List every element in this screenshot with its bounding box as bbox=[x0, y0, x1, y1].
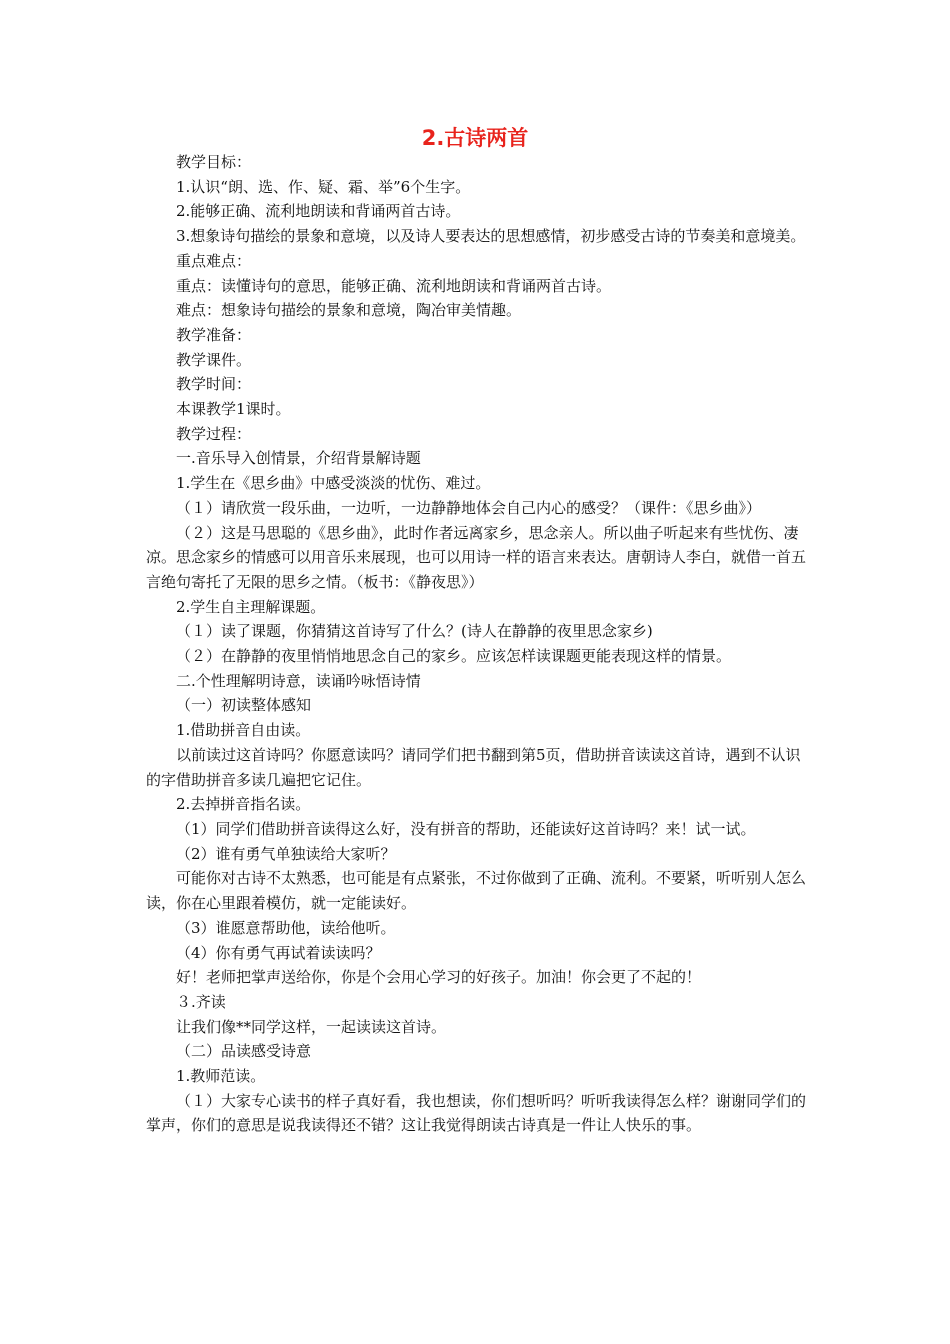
paragraph: 1.借助拼音自由读。 bbox=[176, 721, 311, 740]
paragraph: （１）读了课题，你猜猜这首诗写了什么？(诗人在静静的夜里思念家乡) bbox=[176, 622, 653, 641]
document-title: 2.古诗两首 bbox=[421, 126, 529, 150]
paragraph: （2）谁有勇气单独读给大家听？ bbox=[176, 844, 396, 863]
paragraph: 2.能够正确、流利地朗读和背诵两首古诗。 bbox=[176, 202, 461, 221]
paragraph: 2.去掉拼音指名读。 bbox=[176, 795, 311, 814]
paragraph: 教学目标： bbox=[176, 153, 252, 171]
paragraph: 1.教师范读。 bbox=[176, 1067, 266, 1086]
paragraph: （１）大家专心读书的样子真好看，我也想读，你们想听吗？听听我读得怎么样？谢谢同学们的掌声，你们的意思是说我读得还不错？这让我觉得朗读古诗真是一件让人快乐的事。 bbox=[146, 1091, 807, 1135]
paragraph: 让我们像**同学这样，一起读读这首诗。 bbox=[176, 1017, 447, 1036]
paragraph: 本课教学1课时。 bbox=[176, 400, 291, 419]
paragraph: 二.个性理解明诗意，读诵吟咏悟诗情 bbox=[176, 671, 421, 690]
paragraph: 教学过程： bbox=[176, 424, 252, 443]
paragraph: （１）请欣赏一段乐曲，一边听，一边静静地体会自己内心的感受？（课件：《思乡曲》） bbox=[176, 498, 762, 517]
paragraph: （1）同学们借助拼音读得这么好，没有拼音的帮助，还能读好这首诗吗？来！试一试。 bbox=[176, 819, 756, 838]
document-body bbox=[146, 150, 806, 1138]
paragraph: 教学准备： bbox=[176, 325, 252, 344]
paragraph: 以前读过这首诗吗？你愿意读吗？请同学们把书翻到第5页，借助拼音读读这首诗，遇到不认识的字借助拼音多读几遍把它记住。 bbox=[146, 745, 801, 789]
paragraph: ３.齐读 bbox=[176, 992, 226, 1011]
paragraph: （3）谁愿意帮助他，读给他听。 bbox=[176, 918, 396, 937]
paragraph: 好！老师把掌声送给你，你是个会用心学习的好孩子。加油！你会更了不起的！ bbox=[176, 968, 702, 987]
paragraph: 难点：想象诗句描绘的景象和意境，陶冶审美情趣。 bbox=[176, 301, 522, 320]
paragraph: （二）品读感受诗意 bbox=[176, 1042, 312, 1061]
paragraph: 1.认识“朗、选、作、疑、霜、举”6个生字。 bbox=[176, 177, 471, 196]
paragraph: 2.学生自主理解课题。 bbox=[176, 597, 326, 616]
paragraph: 3.想象诗句描绘的景象和意境，以及诗人要表达的思想感情，初步感受古诗的节奏美和意境美。 bbox=[176, 227, 806, 246]
paragraph: （一）初读整体感知 bbox=[176, 696, 312, 715]
paragraph: （4）你有勇气再试着读读吗？ bbox=[176, 943, 381, 962]
paragraph: （２）这是马思聪的《思乡曲》，此时作者远离家乡，思念亲人。所以曲子听起来有些忧伤、凄凉。思念家乡的情感可以用音乐来展现，也可以用诗一样的语言来表达。唐朝诗人李白，就借一首五言绝句寄托了无限的思乡之情。（板书：《静夜思》） bbox=[146, 523, 807, 591]
paragraph: 1.学生在《思乡曲》中感受淡淡的忧伤、难过。 bbox=[176, 474, 491, 493]
paragraph: 可能你对古诗不太熟悉，也可能是有点紧张，不过你做到了正确、流利。不要紧，听听别人怎么读，你在心里跟着模仿，就一定能读好。 bbox=[146, 869, 807, 913]
paragraph: 教学课件。 bbox=[176, 350, 252, 369]
paragraph: 重点难点： bbox=[176, 251, 252, 270]
paragraph: 一.音乐导入创情景，介绍背景解诗题 bbox=[176, 449, 421, 468]
paragraph: （２）在静静的夜里悄悄地思念自己的家乡。应该怎样读课题更能表现这样的情景。 bbox=[176, 647, 732, 666]
paragraph: 教学时间： bbox=[176, 375, 252, 394]
paragraph: 重点：读懂诗句的意思，能够正确、流利地朗读和背诵两首古诗。 bbox=[176, 276, 612, 295]
